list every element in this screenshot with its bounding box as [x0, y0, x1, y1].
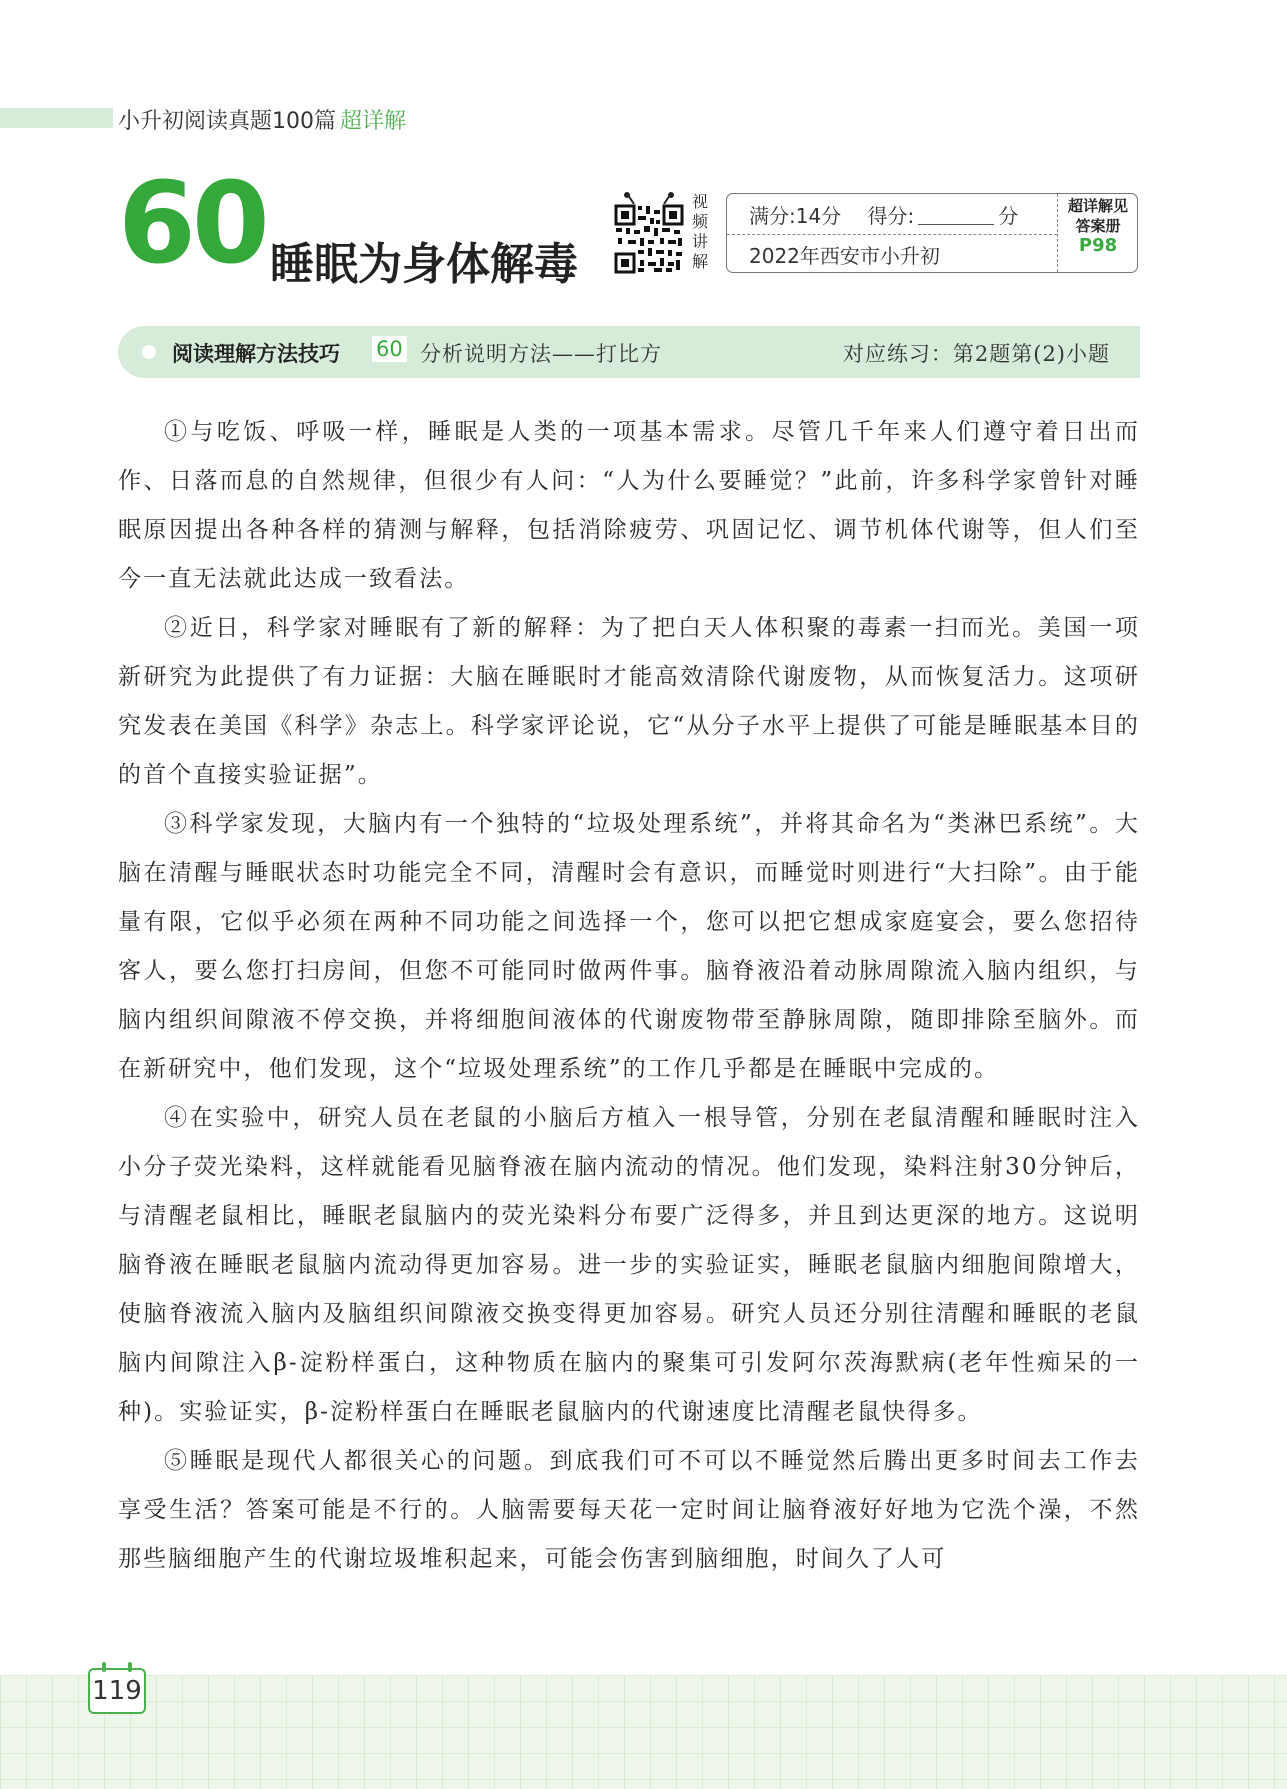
exam-source: 2022年西安市小升初: [749, 244, 940, 268]
method-number: 60: [372, 336, 407, 362]
lesson-title: 睡眠为身体解毒: [270, 239, 578, 290]
paragraph-4: ④在实验中，研究人员在老鼠的小脑后方植入一根导管，分别在老鼠清醒和睡眠时注入小分子荧光染料，这样就能看见脑脊液在脑内流动的情况。他们发现，染料注射30分钟后，与清醒老鼠相比，睡眠老鼠脑内的荧光染料分布要广泛得多，并且到达更深的地方。这说明脑脊液在睡眠老鼠脑内流动得更加容易。进一步的实验证实，睡眠老鼠脑内细胞间隙增大，使脑脊液流入脑内及脑组织间隙液交换变得更加容易。研究人员还分别往清醒和睡眠的老鼠脑内间隙注入β-淀粉样蛋白，这种物质在脑内的聚集可引发阿尔茨海默病(老年性痴呆的一种)。实验证实，β-淀粉样蛋白在睡眠老鼠脑内的代谢速度比清醒老鼠快得多。: [118, 1105, 1140, 1425]
page-number: 119: [92, 1676, 142, 1706]
answer-ref-line1: 超详解见: [1067, 197, 1128, 215]
qr-caption: [691, 192, 709, 272]
bullet-icon: [142, 345, 156, 359]
answer-reference: [1059, 196, 1137, 256]
score-unit: 分: [998, 204, 1019, 228]
method-topic: 分析说明方法——打比方: [420, 342, 662, 366]
book-subtitle: 超详解: [340, 109, 407, 134]
book-header: [118, 104, 406, 135]
paragraph-2: ②近日，科学家对睡眠有了新的解释：为了把白天人体积聚的毒素一扫而光。美国一项新研究为此提供了有力证据：大脑在睡眠时才能高效清除代谢废物，从而恢复活力。这项研究发表在美国《科学》杂志上。科学家评论说，它“从分子水平上提供了可能是睡眠基本目的的首个直接实验证据”。: [118, 615, 1140, 788]
book-title: 小升初阅读真题100篇: [118, 109, 336, 134]
paragraph-5: ⑤睡眠是现代人都很关心的问题。到底我们可不可以不睡觉然后腾出更多时间去工作去享受生活？答案可能是不行的。人脑需要每天花一定时间让脑脊液好好地为它洗个澡，不然那些脑细胞产生的代谢垃圾堆积起来，可能会伤害到脑细胞，时间久了人可: [118, 1448, 1140, 1572]
lesson-number: 60: [118, 159, 266, 289]
method-exercise-ref: 对应练习：第2题第(2)小题: [842, 342, 1110, 366]
method-label: 阅读理解方法技巧: [172, 342, 340, 366]
qr-caption-char: 频: [691, 212, 708, 231]
full-score-label: 满分:14分: [749, 204, 842, 228]
footer-grid: [0, 1675, 1287, 1789]
score-divider: [727, 234, 1057, 235]
qr-code-icon[interactable]: [610, 192, 688, 274]
article-body: [118, 408, 1140, 1584]
obtained-score-label: 得分:: [867, 204, 915, 228]
qr-caption-char: 视: [691, 192, 708, 211]
score-row: [749, 200, 1018, 229]
score-blank-field[interactable]: [918, 206, 994, 225]
header-accent-bar: [0, 108, 113, 128]
qr-caption-char: 解: [691, 252, 708, 271]
score-box: [726, 193, 1138, 273]
answer-ref-line2: 答案册: [1075, 217, 1121, 235]
score-separator: [1057, 194, 1058, 272]
answer-page-ref: P98: [1078, 235, 1118, 256]
method-banner: [118, 326, 1140, 378]
page-number-tab: [88, 1668, 146, 1714]
paragraph-1: ①与吃饭、呼吸一样，睡眠是人类的一项基本需求。尽管几千年来人们遵守着日出而作、日落而息的自然规律，但很少有人问：“人为什么要睡觉？”此前，许多科学家曾针对睡眠原因提出各种各样的猜测与解释，包括消除疲劳、巩固记忆、调节机体代谢等，但人们至今一直无法就此达成一致看法。: [118, 419, 1140, 592]
paragraph-3: ③科学家发现，大脑内有一个独特的“垃圾处理系统”，并将其命名为“类淋巴系统”。大脑在清醒与睡眠状态时功能完全不同，清醒时会有意识，而睡觉时则进行“大扫除”。由于能量有限，它似乎必须在两种不同功能之间选择一个，您可以把它想成家庭宴会，要么您招待客人，要么您打扫房间，但您不可能同时做两件事。脑脊液沿着动脉周隙流入脑内组织，与脑内组织间隙液不停交换，并将细胞间液体的代谢废物带至静脉周隙，随即排除至脑外。而在新研究中，他们发现，这个“垃圾处理系统”的工作几乎都是在睡眠中完成的。: [118, 811, 1140, 1082]
qr-caption-char: 讲: [691, 232, 708, 251]
